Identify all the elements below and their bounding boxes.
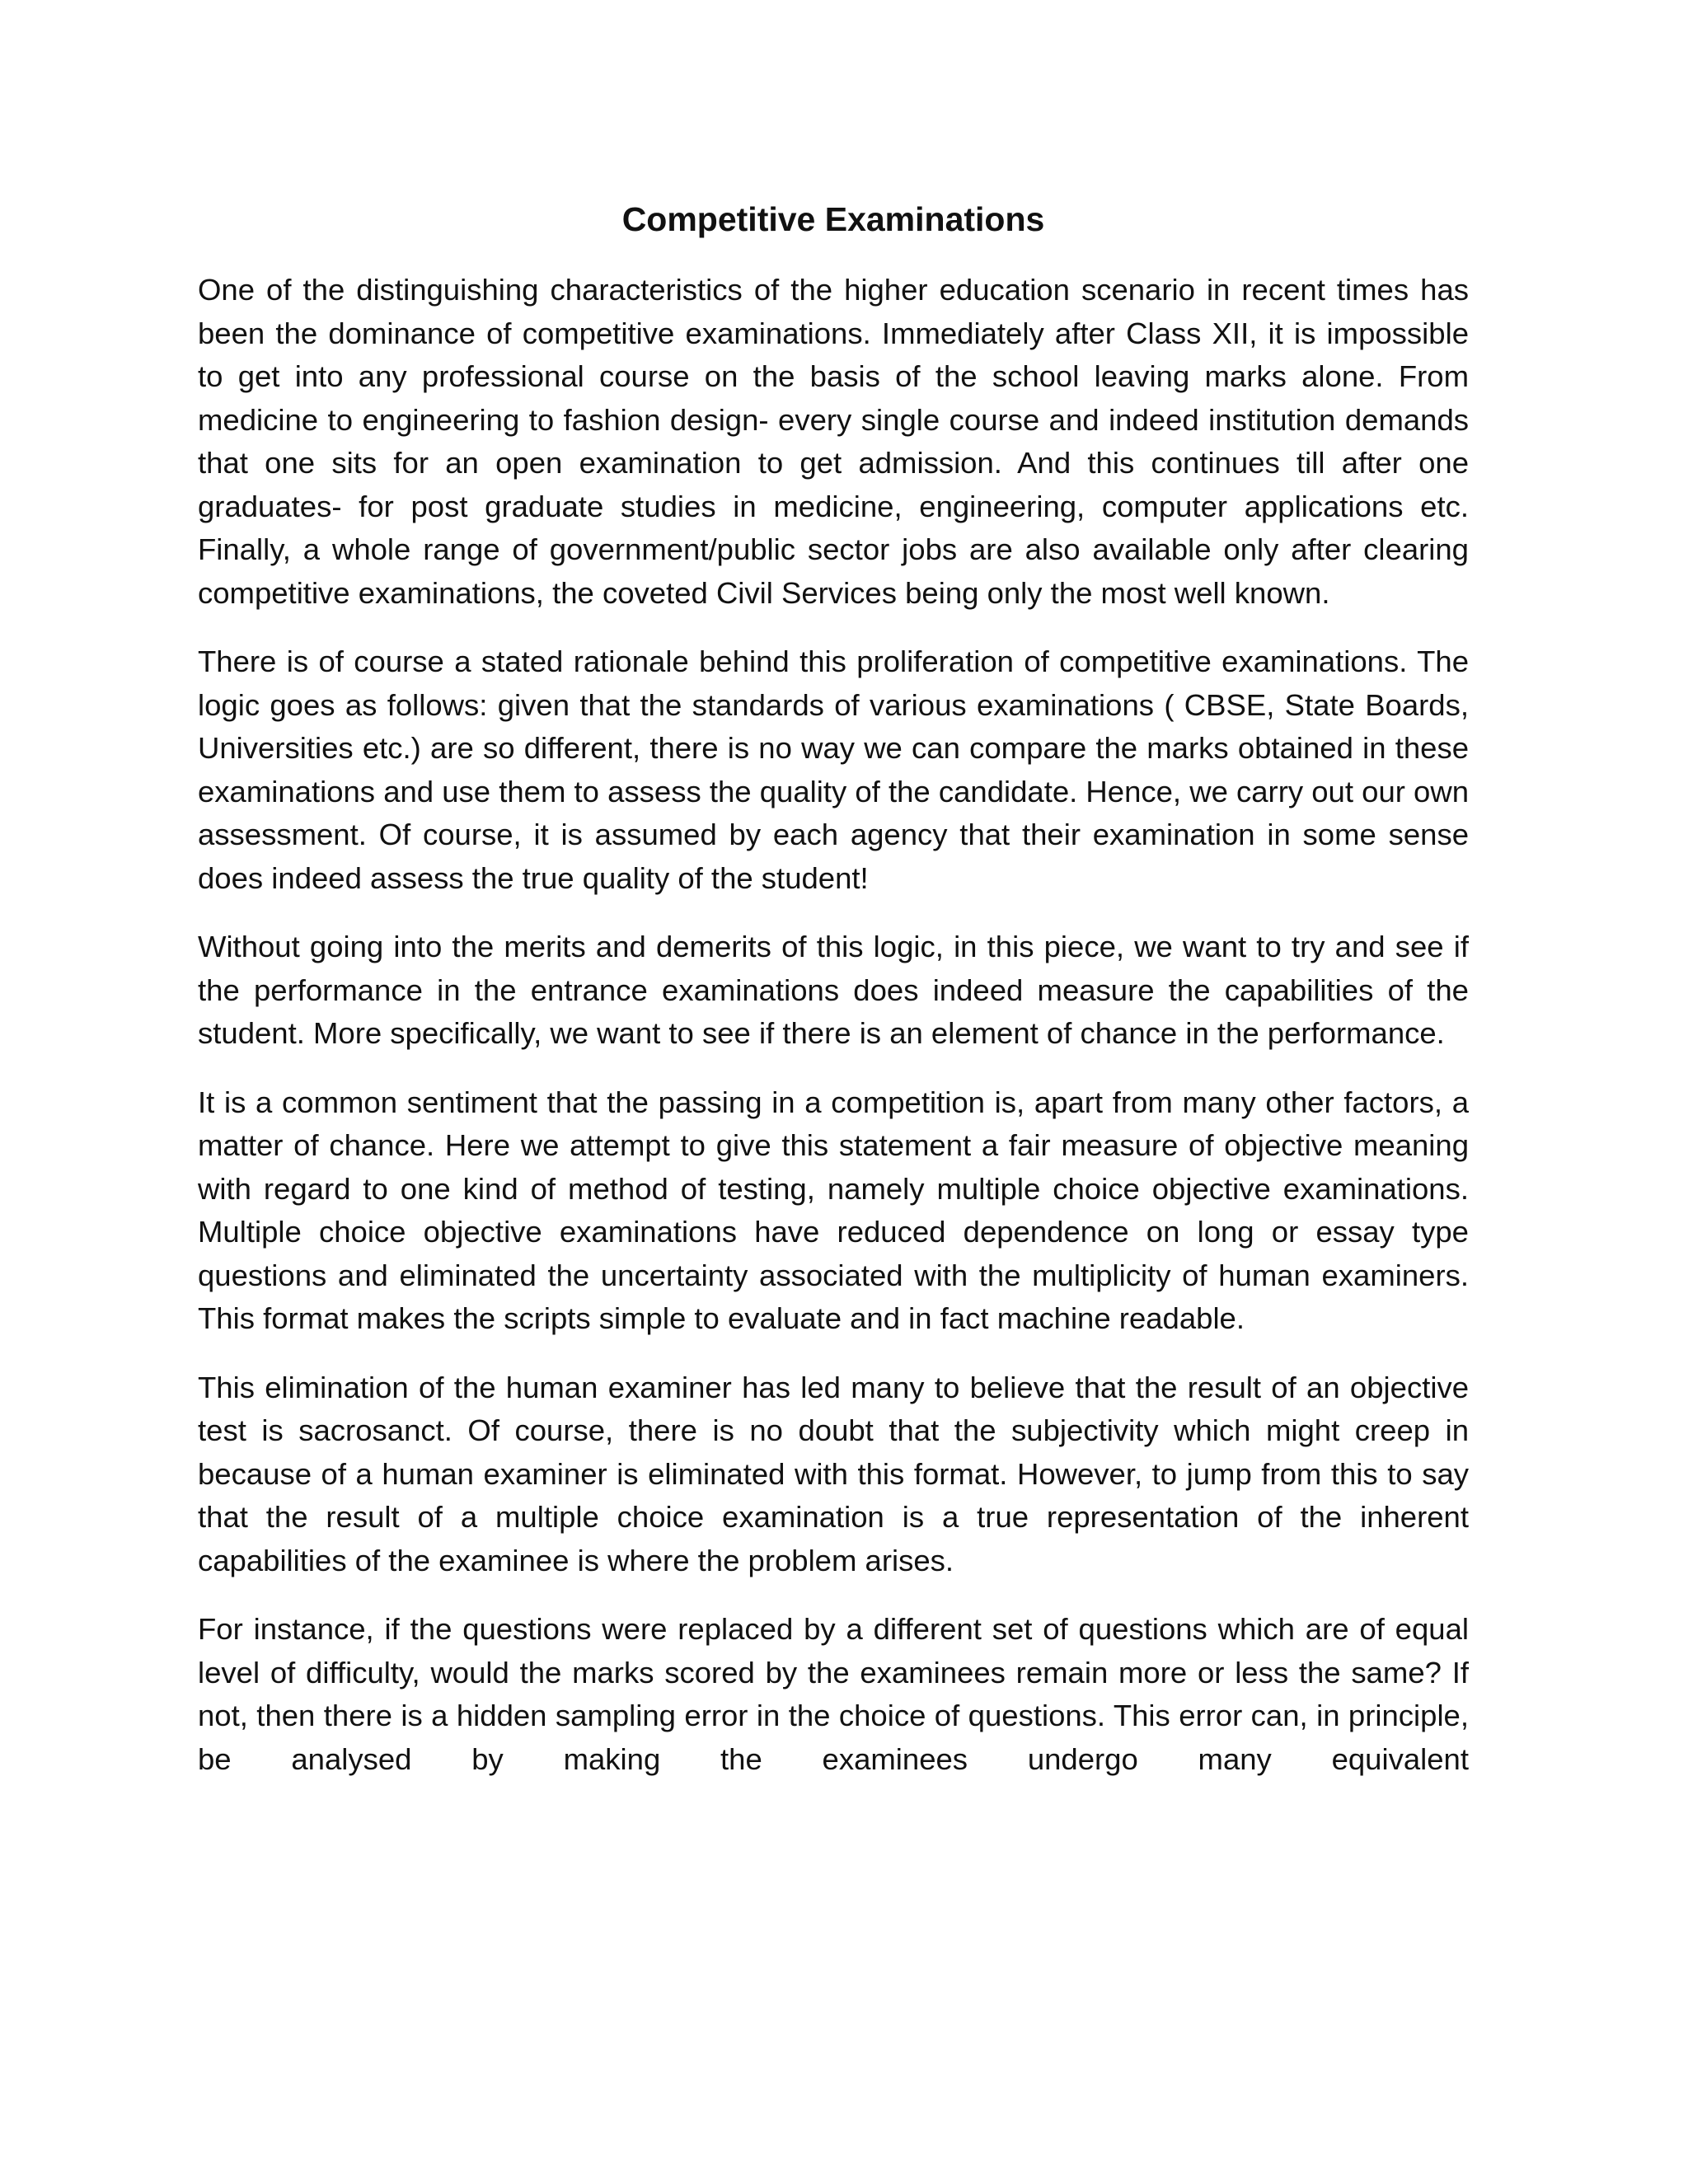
paragraph-2: There is of course a stated rationale behind this proliferation of competitive examinations. The logic goes as follows: given that the standards of various examinations ( CBSE, State Boards, Universities etc.) are so different, there is no way we can compare the marks obtained in these examinations and use them to assess the quality of the candidate. Hence, we carry out our own assessment. Of course, it is assumed by each agency that their examination in some sense does indeed assess the true quality of the student! (198, 644, 1469, 895)
document-title: Competitive Examinations (621, 200, 1045, 238)
paragraph-1: One of the distinguishing characteristics of the higher education scenario in recent times has been the dominance of competitive examinations. Immediately after Class XII, it is impossible to get into any professional course on the basis of the school leaving marks alone. From medicine to engineering to fashion design- every single course and indeed institution demands that one sits for an open examination to get admission. And this continues till after one graduates- for post graduate studies in medicine, engineering, computer applications etc. Finally, a whole range of government/public sector jobs are also available only after clearing competitive examinations, the coveted Civil Services being only the most well known. (198, 273, 1469, 610)
paragraph-6: For instance, if the questions were replaced by a different set of questions which are of equal level of difficulty, would the marks scored by the examinees remain more or less the same? If not, then there is a hidden sampling error in the choice of questions. This error can, in principle, be analysed by making the examinees undergo many equivalent (198, 1612, 1469, 1776)
paragraph-3: Without going into the merits and demerits of this logic, in this piece, we want to try and see if the performance in the entrance examinations does indeed measure the capabilities of the student. More specifically, we want to see if there is an element of chance in the performance. (198, 930, 1469, 1050)
paragraph-5: This elimination of the human examiner has led many to believe that the result of an objective test is sacrosanct. Of course, there is no doubt that the subjectivity which might creep in because of a human examiner is eliminated with this format. However, to jump from this to say that the result of a multiple choice examination is a true representation of the inherent capabilities of the examinee is where the problem arises. (198, 1370, 1469, 1577)
document-page (198, 194, 1469, 1807)
paragraph-4: It is a common sentiment that the passing in a competition is, apart from many other factors, a matter of chance. Here we attempt to give this statement a fair measure of objective meaning with regard to one kind of method of testing, namely multiple choice objective examinations. Multiple choice objective examinations have reduced dependence on long or essay type questions and eliminated the uncertainty associated with the multiplicity of human examiners. This format makes the scripts simple to evaluate and in fact machine readable. (198, 1085, 1469, 1335)
